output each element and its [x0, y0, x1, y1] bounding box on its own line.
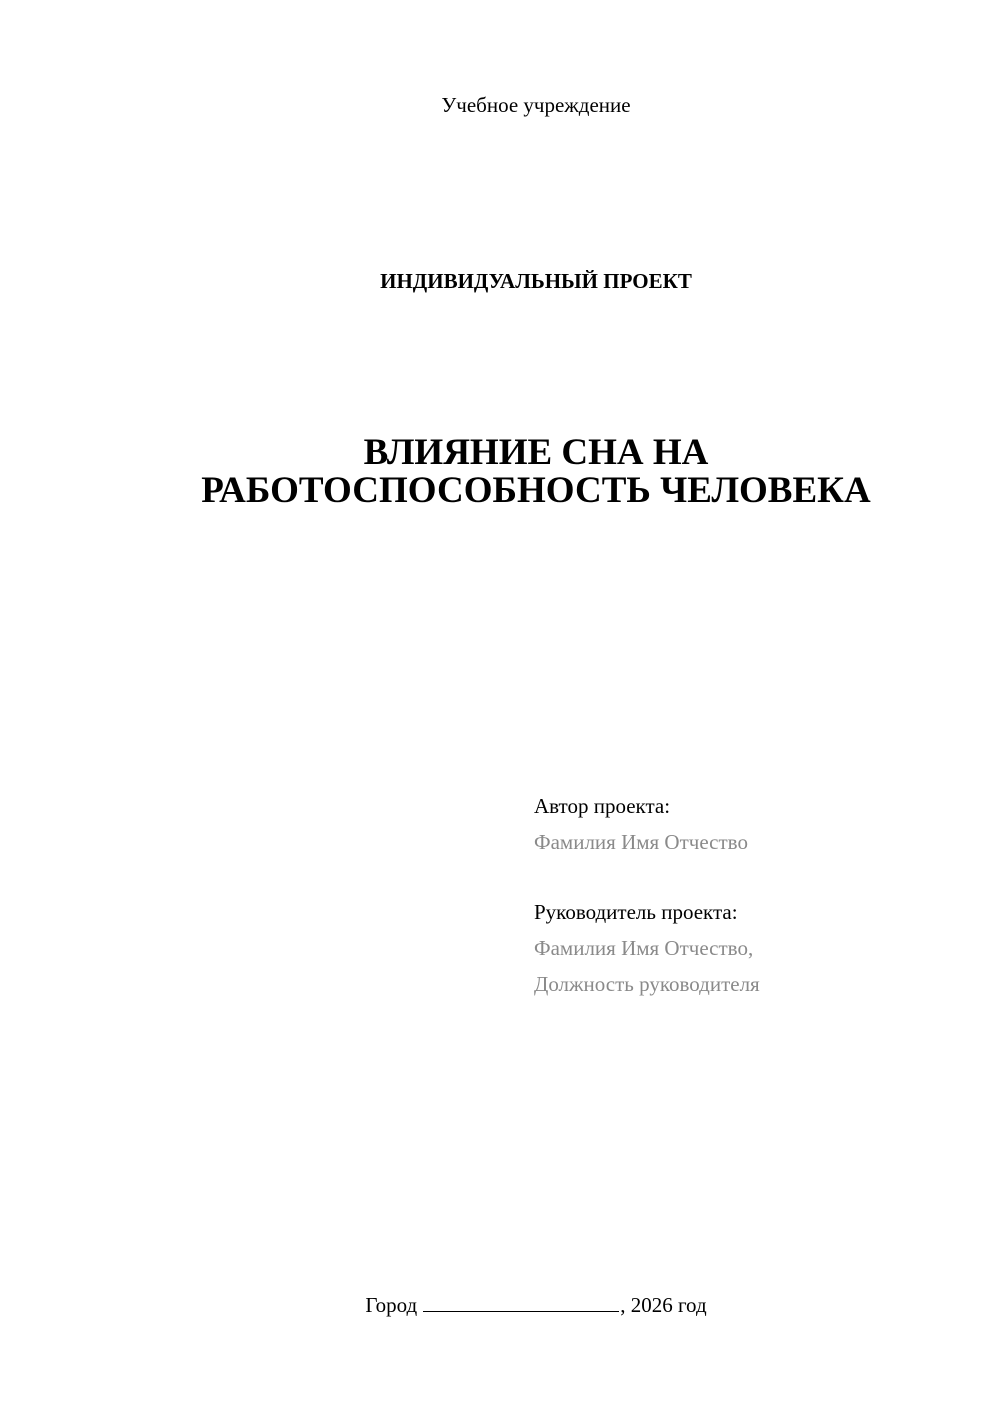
supervisor-name-placeholder: Фамилия Имя Отчество,: [534, 936, 754, 960]
spacer: [534, 860, 760, 894]
project-title-line-2: РАБОТОСПОСОБНОСТЬ ЧЕЛОВЕКА: [201, 470, 871, 511]
project-title-line-1: ВЛИЯНИЕ СНА НА: [363, 432, 709, 473]
institution-name: Учебное учреждение: [441, 93, 631, 117]
author-name-placeholder: Фамилия Имя Отчество: [534, 830, 748, 854]
city-label: Город: [365, 1293, 418, 1317]
project-type-heading: ИНДИВИДУАЛЬНЫЙ ПРОЕКТ: [380, 269, 692, 293]
year-text: , 2026 год: [620, 1293, 707, 1317]
supervisor-position-placeholder: Должность руководителя: [534, 972, 760, 996]
city-blank-line: [423, 1291, 619, 1312]
project-title: [0, 434, 1000, 510]
footer-city-year: [0, 1291, 1000, 1318]
credits-block: [534, 788, 760, 1002]
author-label: Автор проекта:: [534, 794, 671, 818]
supervisor-label: Руководитель проекта:: [534, 900, 738, 924]
